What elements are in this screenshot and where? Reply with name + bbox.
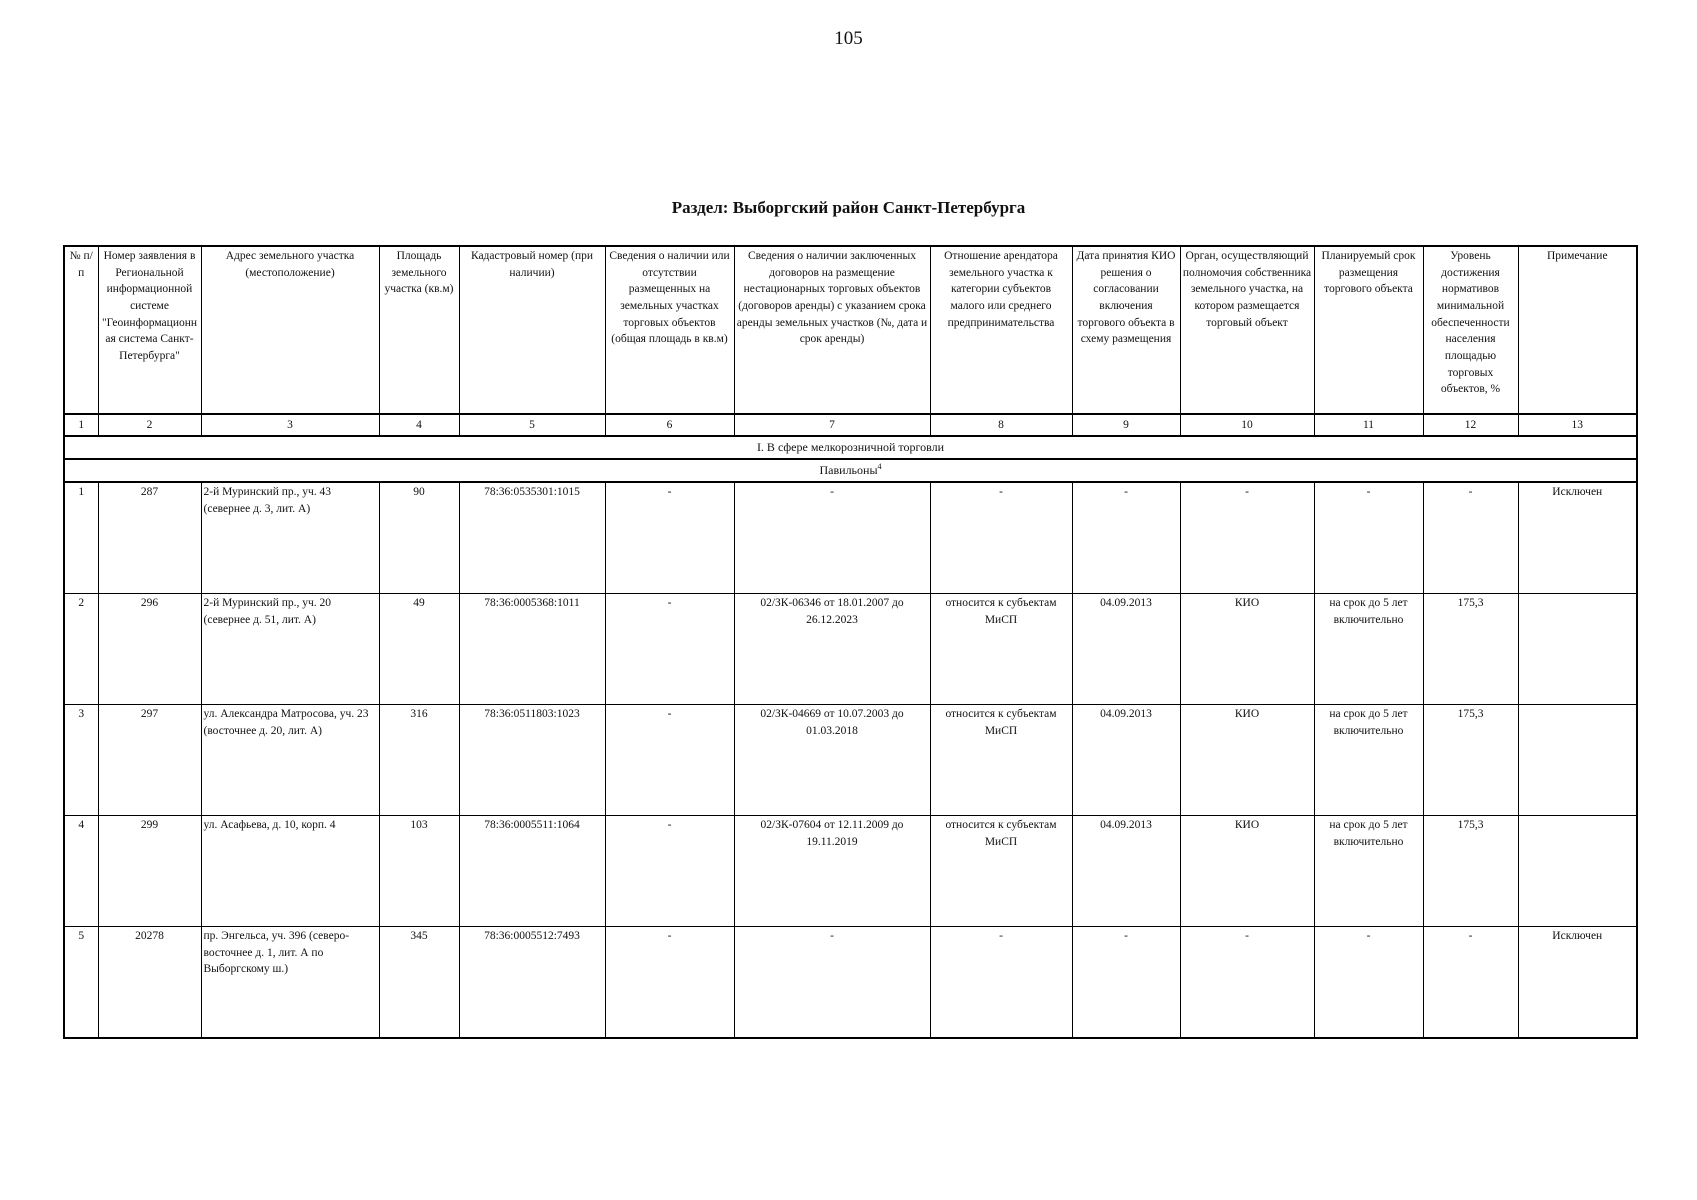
column-number: 1 xyxy=(64,414,98,436)
header-row xyxy=(64,246,1637,414)
header-cell: Сведения о наличии или отсутствии размещенных на земельных участках торговых объектов (общая площадь в кв.м) xyxy=(605,246,734,414)
cell-address: пр. Энгельса, уч. 396 (северо-восточнее д. 1, лит. А по Выборгскому ш.) xyxy=(201,927,379,1039)
column-number-row xyxy=(64,414,1637,436)
header-cell: Примечание xyxy=(1518,246,1637,414)
cell-term: - xyxy=(1314,927,1423,1039)
header-cell: Планируемый срок размещения торгового объекта xyxy=(1314,246,1423,414)
column-number: 8 xyxy=(930,414,1072,436)
cell-application: 296 xyxy=(98,594,201,705)
cell-address: 2-й Муринский пр., уч. 43 (севернее д. 3, лит. А) xyxy=(201,482,379,594)
cell-note xyxy=(1518,594,1637,705)
cell-sme: относится к субъектам МиСП xyxy=(930,594,1072,705)
column-number: 7 xyxy=(734,414,930,436)
cell-sme: - xyxy=(930,482,1072,594)
cell-note: Исключен xyxy=(1518,482,1637,594)
cell-cadastral: 78:36:0005368:1011 xyxy=(459,594,605,705)
cell-authority: КИО xyxy=(1180,594,1314,705)
cell-note: Исключен xyxy=(1518,927,1637,1039)
cell-level: - xyxy=(1423,927,1518,1039)
registry-table xyxy=(63,245,1638,1039)
cell-term: на срок до 5 лет включительно xyxy=(1314,594,1423,705)
header-cell: Номер заявления в Региональной информационной системе "Геоинформационная система Санкт-Петербурга" xyxy=(98,246,201,414)
header-cell: Дата принятия КИО решения о согласовании включения торгового объекта в схему размещения xyxy=(1072,246,1180,414)
cell-cadastral: 78:36:0535301:1015 xyxy=(459,482,605,594)
cell-level: 175,3 xyxy=(1423,705,1518,816)
cell-area: 345 xyxy=(379,927,459,1039)
cell-sme: относится к субъектам МиСП xyxy=(930,705,1072,816)
cell-note xyxy=(1518,816,1637,927)
cell-area: 103 xyxy=(379,816,459,927)
cell-level: 175,3 xyxy=(1423,594,1518,705)
cell-objects: - xyxy=(605,816,734,927)
cell-authority: - xyxy=(1180,482,1314,594)
cell-cadastral: 78:36:0005512:7493 xyxy=(459,927,605,1039)
header-cell: Уровень достижения нормативов минимальной обеспеченности населения площадью торговых объектов, % xyxy=(1423,246,1518,414)
cell-objects: - xyxy=(605,927,734,1039)
column-number: 6 xyxy=(605,414,734,436)
cell-application: 297 xyxy=(98,705,201,816)
table-row xyxy=(64,482,1637,594)
cell-application: 20278 xyxy=(98,927,201,1039)
cell-contracts: 02/ЗК-04669 от 10.07.2003 до 01.03.2018 xyxy=(734,705,930,816)
cell-num: 3 xyxy=(64,705,98,816)
cell-num: 1 xyxy=(64,482,98,594)
cell-authority: КИО xyxy=(1180,816,1314,927)
cell-level: 175,3 xyxy=(1423,816,1518,927)
cell-cadastral: 78:36:0511803:1023 xyxy=(459,705,605,816)
column-number: 12 xyxy=(1423,414,1518,436)
cell-contracts: - xyxy=(734,482,930,594)
table-row xyxy=(64,705,1637,816)
column-number: 9 xyxy=(1072,414,1180,436)
cell-level: - xyxy=(1423,482,1518,594)
section-title: Раздел: Выборгский район Санкт-Петербурга xyxy=(671,198,1026,217)
cell-decision-date: 04.09.2013 xyxy=(1072,705,1180,816)
table-row xyxy=(64,594,1637,705)
cell-contracts: 02/ЗК-06346 от 18.01.2007 до 26.12.2023 xyxy=(734,594,930,705)
cell-decision-date: 04.09.2013 xyxy=(1072,594,1180,705)
cell-area: 316 xyxy=(379,705,459,816)
cell-authority: - xyxy=(1180,927,1314,1039)
cell-cadastral: 78:36:0005511:1064 xyxy=(459,816,605,927)
cell-num: 4 xyxy=(64,816,98,927)
cell-term: - xyxy=(1314,482,1423,594)
header-cell: Площадь земельного участка (кв.м) xyxy=(379,246,459,414)
cell-objects: - xyxy=(605,482,734,594)
footnote-marker: 4 xyxy=(877,462,882,472)
cell-sme: - xyxy=(930,927,1072,1039)
cell-contracts: - xyxy=(734,927,930,1039)
cell-note xyxy=(1518,705,1637,816)
header-cell: Адрес земельного участка (местоположение) xyxy=(201,246,379,414)
column-number: 5 xyxy=(459,414,605,436)
column-number: 13 xyxy=(1518,414,1637,436)
table-row xyxy=(64,927,1637,1039)
cell-area: 90 xyxy=(379,482,459,594)
column-number: 2 xyxy=(98,414,201,436)
column-number: 10 xyxy=(1180,414,1314,436)
cell-application: 287 xyxy=(98,482,201,594)
cell-decision-date: - xyxy=(1072,927,1180,1039)
cell-objects: - xyxy=(605,594,734,705)
category-row xyxy=(64,436,1637,459)
header-cell: Кадастровый номер (при наличии) xyxy=(459,246,605,414)
cell-address: ул. Асафьева, д. 10, корп. 4 xyxy=(201,816,379,927)
cell-authority: КИО xyxy=(1180,705,1314,816)
header-cell: Отношение арендатора земельного участка к категории субъектов малого или среднего предпринимательства xyxy=(930,246,1072,414)
cell-address: 2-й Муринский пр., уч. 20 (севернее д. 51, лит. А) xyxy=(201,594,379,705)
subcategory-row xyxy=(64,459,1637,482)
cell-term: на срок до 5 лет включительно xyxy=(1314,705,1423,816)
header-cell: № п/п xyxy=(64,246,98,414)
category-label: I. В сфере мелкорозничной торговли xyxy=(64,436,1637,459)
page-number: 105 xyxy=(834,28,863,49)
cell-contracts: 02/ЗК-07604 от 12.11.2009 до 19.11.2019 xyxy=(734,816,930,927)
subcategory-cell xyxy=(64,459,1637,482)
subcategory-label: Павильоны xyxy=(819,463,878,478)
cell-term: на срок до 5 лет включительно xyxy=(1314,816,1423,927)
column-number: 4 xyxy=(379,414,459,436)
cell-decision-date: 04.09.2013 xyxy=(1072,816,1180,927)
header-cell: Орган, осуществляющий полномочия собственника земельного участка, на котором размещается торговый объект xyxy=(1180,246,1314,414)
cell-objects: - xyxy=(605,705,734,816)
column-number: 11 xyxy=(1314,414,1423,436)
cell-area: 49 xyxy=(379,594,459,705)
cell-address: ул. Александра Матросова, уч. 23 (восточнее д. 20, лит. А) xyxy=(201,705,379,816)
cell-num: 2 xyxy=(64,594,98,705)
cell-num: 5 xyxy=(64,927,98,1039)
header-cell: Сведения о наличии заключенных договоров на размещение нестационарных торговых объектов (договоров аренды) с указанием срока аренды земельных участков (№, дата и срок аренды) xyxy=(734,246,930,414)
cell-application: 299 xyxy=(98,816,201,927)
cell-decision-date: - xyxy=(1072,482,1180,594)
column-number: 3 xyxy=(201,414,379,436)
cell-sme: относится к субъектам МиСП xyxy=(930,816,1072,927)
table-row xyxy=(64,816,1637,927)
